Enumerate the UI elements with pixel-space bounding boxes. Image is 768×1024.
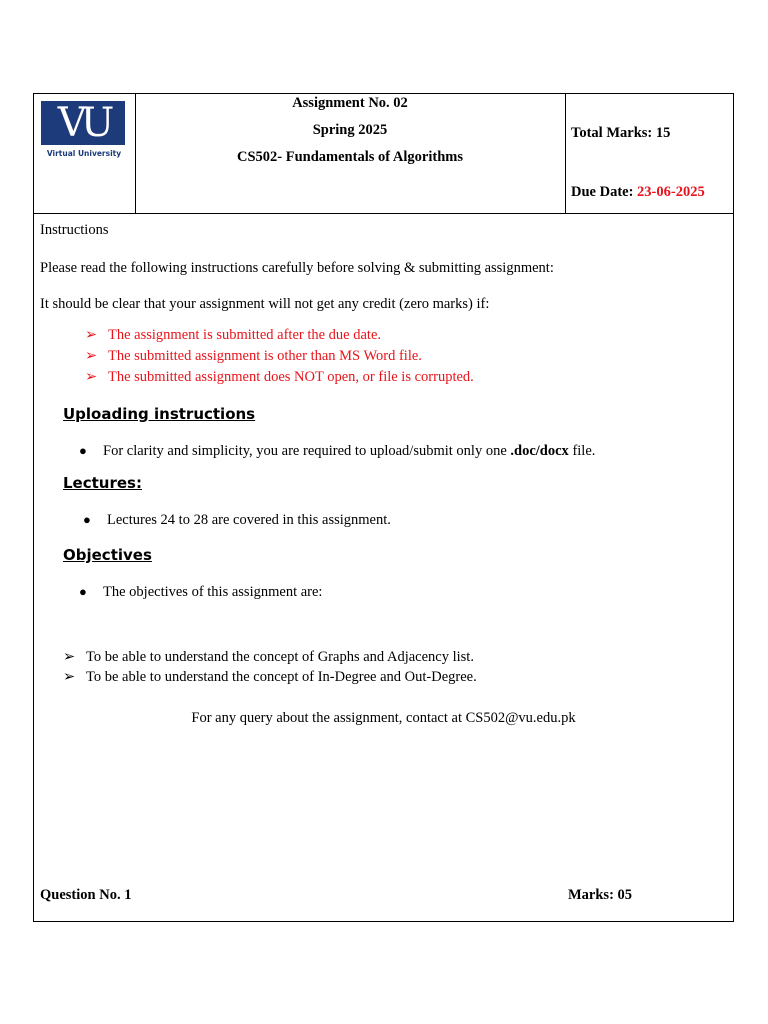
assignment-frame — [33, 93, 734, 922]
due-date — [571, 184, 705, 201]
uploading-item: ● For clarity and simplicity, you are required to upload/submit only one .doc/docx file. — [79, 443, 596, 459]
zero-marks-intro: It should be clear that your assignment will not get any credit (zero marks) if: — [40, 296, 490, 312]
lectures-item: ● Lectures 24 to 28 are covered in this assignment. — [83, 512, 391, 528]
objective-item: ➢ To be able to understand the concept of Graphs and Adjacency list. — [63, 649, 474, 665]
arrow-bullet-icon: ➢ — [85, 348, 98, 364]
header-table — [34, 94, 733, 214]
logo-cell — [34, 94, 136, 213]
course-title: CS502- Fundamentals of Algorithms — [237, 149, 463, 165]
lectures-heading: Lectures: — [63, 474, 142, 492]
assignment-number: Assignment No. 02 — [292, 95, 408, 111]
uploading-heading: Uploading instructions — [63, 405, 256, 423]
bullet-icon: ● — [83, 512, 91, 527]
due-date-label: Due Date: — [571, 184, 638, 200]
contact-line: For any query about the assignment, contact at CS502@vu.edu.pk — [191, 710, 576, 726]
arrow-bullet-icon: ➢ — [85, 369, 98, 385]
objectives-heading: Objectives — [63, 546, 152, 564]
total-marks: Total Marks: 15 — [571, 125, 671, 141]
logo-mark: VU — [57, 100, 109, 146]
semester: Spring 2025 — [312, 122, 388, 138]
arrow-bullet-icon: ➢ — [63, 669, 76, 685]
zero-marks-item: ➢ The submitted assignment does NOT open, or file is corrupted. — [85, 369, 474, 385]
logo-subtitle: Virtual University — [46, 149, 122, 158]
zero-marks-item: ➢ The assignment is submitted after the due date. — [85, 327, 382, 343]
objective-item: ➢ To be able to understand the concept of In-Degree and Out-Degree. — [63, 669, 477, 685]
objectives-intro: ● The objectives of this assignment are: — [79, 584, 323, 600]
instructions-heading: Instructions — [40, 222, 109, 238]
question-marks: Marks: 05 — [568, 887, 633, 903]
arrow-bullet-icon: ➢ — [85, 327, 98, 343]
contact-email-link[interactable]: CS502@vu.edu.pk — [465, 710, 576, 726]
bullet-icon: ● — [79, 443, 87, 458]
question-label: Question No. 1 — [40, 887, 132, 903]
title-cell — [135, 94, 566, 213]
due-date-value: 23-06-2025 — [637, 184, 705, 200]
bullet-icon: ● — [79, 584, 87, 599]
arrow-bullet-icon: ➢ — [63, 649, 76, 665]
zero-marks-item: ➢ The submitted assignment is other than MS Word file. — [85, 348, 422, 364]
instructions-intro: Please read the following instructions carefully before solving & submitting assignment: — [40, 260, 554, 276]
vu-logo — [41, 101, 125, 145]
info-cell — [565, 94, 733, 213]
